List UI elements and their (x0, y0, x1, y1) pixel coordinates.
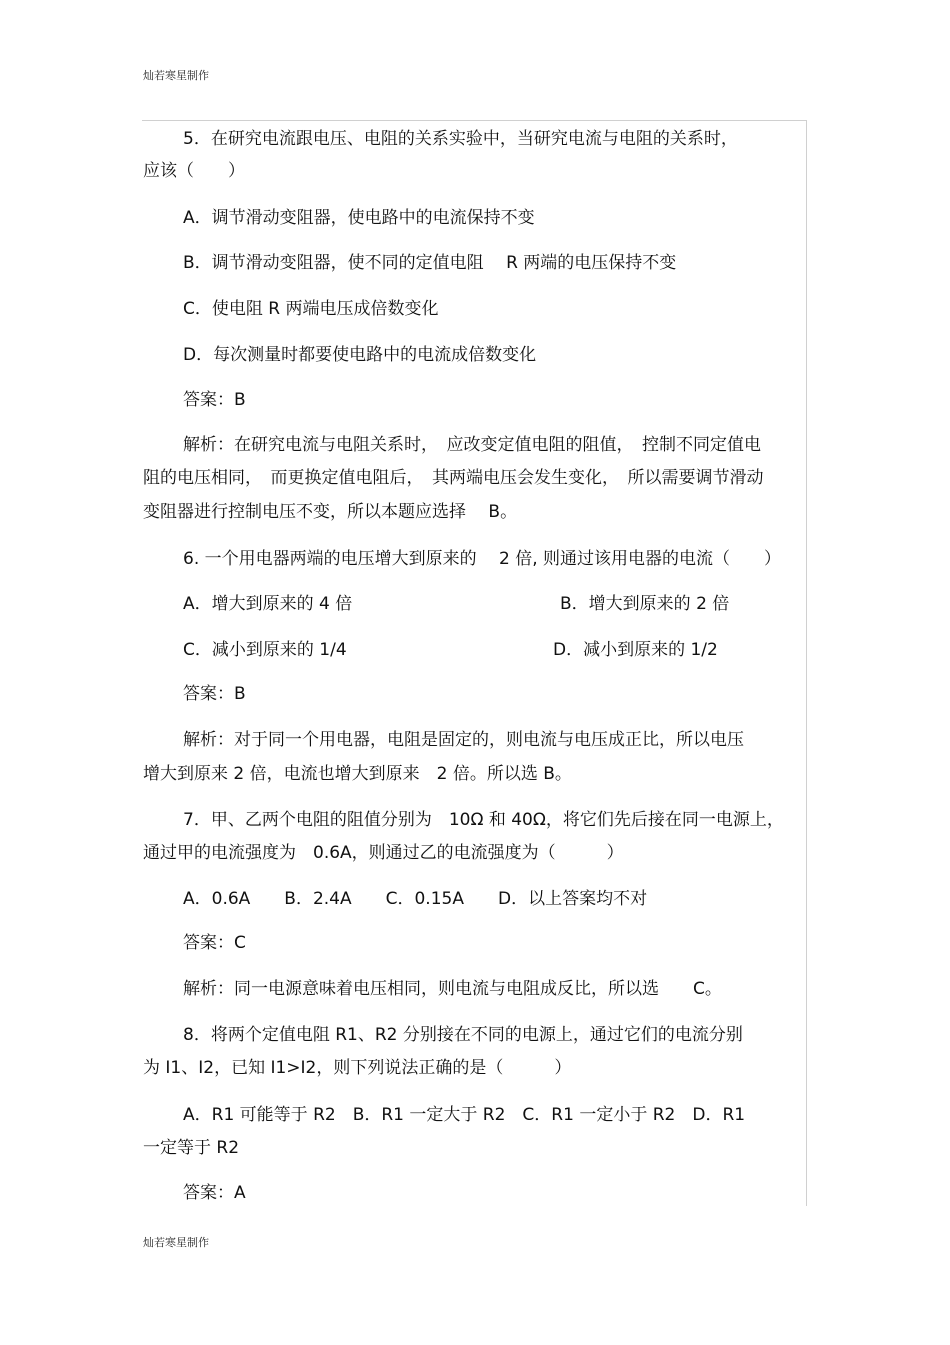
q6-analysis-line1: 解析：对于同一个用电器，电阻是固定的，则电流与电压成正比，所以电压 (183, 730, 744, 750)
q5-analysis-line1: 解析：在研究电流与电阻关系时， 应改变定值电阻的阻值， 控制不同定值电 (183, 435, 761, 455)
q5-analysis-line2: 阻的电压相同， 而更换定值电阻后， 其两端电压会发生变化， 所以需要调节滑动 (143, 468, 764, 488)
q6-answer: 答案：B (183, 684, 246, 704)
page-header: 灿若寒星制作 (143, 69, 209, 82)
q5-answer: 答案：B (183, 390, 246, 410)
q6-option-b: B．增大到原来的 2 倍 (560, 594, 730, 614)
q7-stem-line1: 7．甲、乙两个电阻的阻值分别为 10Ω 和 40Ω，将它们先后接在同一电源上， (183, 810, 784, 830)
q8-stem-line2: 为 I1、I2，已知 I1>I2，则下列说法正确的是（ ） (143, 1058, 572, 1078)
q7-answer: 答案：C (183, 933, 246, 953)
q8-stem-line1: 8．将两个定值电阻 R1、R2 分别接在不同的电源上，通过它们的电流分别 (183, 1025, 743, 1045)
q5-option-b: B．调节滑动变阻器，使不同的定值电阻 R 两端的电压保持不变 (183, 253, 677, 273)
q5-stem-line1: 5．在研究电流跟电压、电阻的关系实验中，当研究电流与电阻的关系时， (183, 129, 738, 149)
q5-option-c: C．使电阻 R 两端电压成倍数变化 (183, 299, 439, 319)
q6-option-c: C．减小到原来的 1/4 (183, 640, 347, 660)
q8-options-line2: 一定等于 R2 (143, 1138, 240, 1158)
page-footer: 灿若寒星制作 (143, 1236, 209, 1249)
q5-option-d: D．每次测量时都要使电路中的电流成倍数变化 (183, 345, 537, 365)
q6-analysis-line2: 增大到原来 2 倍，电流也增大到原来 2 倍。所以选 B。 (143, 764, 572, 784)
q6-stem: 6. 一个用电器两端的电压增大到原来的 2 倍, 则通过该用电器的电流（ ） (183, 549, 782, 569)
q7-analysis: 解析：同一电源意味着电压相同，则电流与电阻成反比，所以选 C。 (183, 979, 722, 999)
q6-option-d: D．减小到原来的 1/2 (553, 640, 718, 660)
q7-options: A．0.6A B．2.4A C．0.15A D．以上答案均不对 (183, 889, 648, 909)
q5-stem-line2: 应该（ ） (143, 161, 245, 181)
q5-option-a: A．调节滑动变阻器，使电路中的电流保持不变 (183, 208, 535, 228)
q6-option-a: A．增大到原来的 4 倍 (183, 594, 353, 614)
q5-analysis-line3: 变阻器进行控制电压不变，所以本题应选择 B。 (143, 502, 518, 522)
q8-options-line1: A．R1 可能等于 R2 B．R1 一定大于 R2 C．R1 一定小于 R2 D．R1 (183, 1105, 746, 1125)
q7-stem-line2: 通过甲的电流强度为 0.6A，则通过乙的电流强度为（ ） (143, 843, 624, 863)
q8-answer: 答案：A (183, 1183, 246, 1203)
